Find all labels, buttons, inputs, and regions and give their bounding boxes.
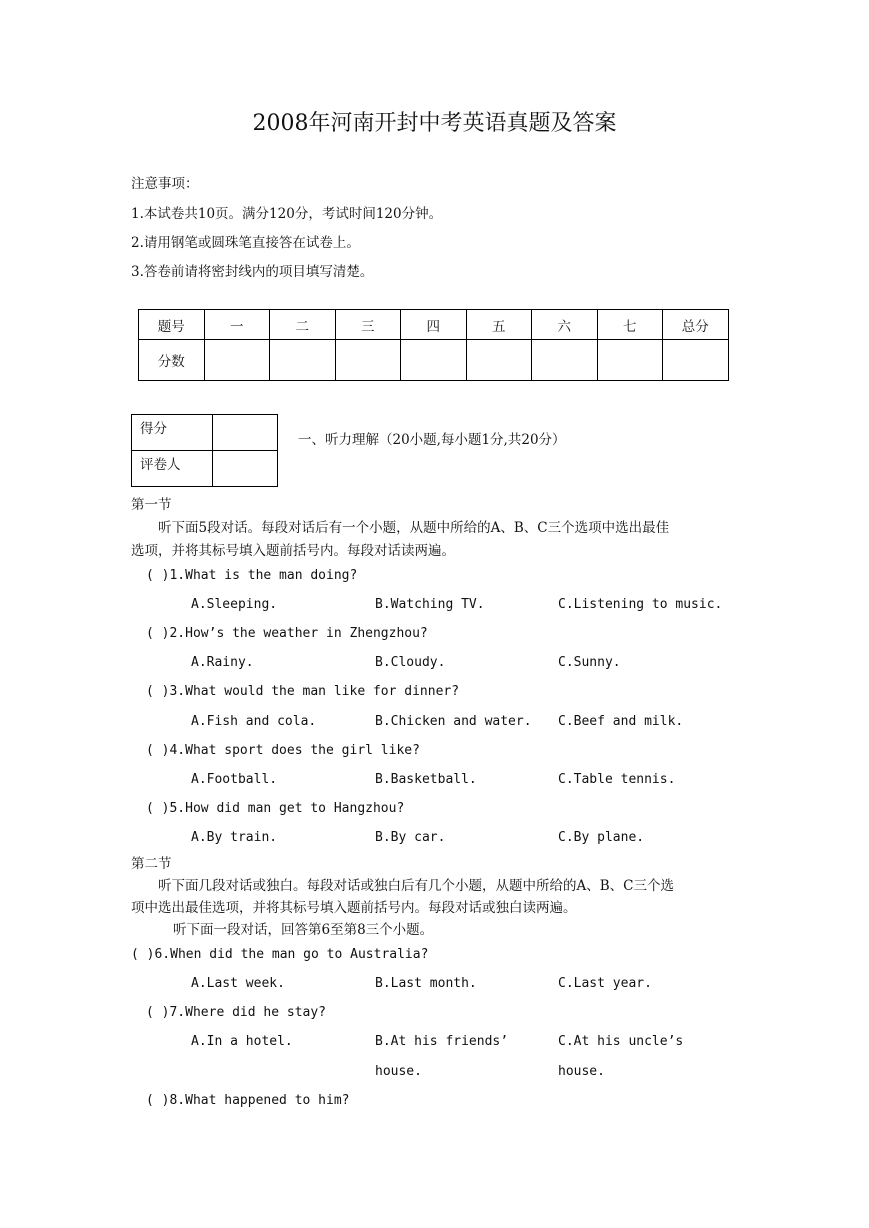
score-header-cell: 三 [335, 310, 401, 340]
score-header-cell: 六 [532, 310, 598, 340]
part1-heading: 第一节 [131, 497, 172, 513]
option-b: B.By car. [375, 830, 446, 845]
notice-heading: 注意事项： [131, 176, 199, 192]
part2-instruction: 听下面几段对话或独白。每段对话或独白后有几个小题，从题中所给的A、B、C三个选 [158, 878, 674, 894]
option-a: A.Sleeping. [191, 597, 278, 612]
question-7: ( )7.Where did he stay? [146, 1005, 327, 1020]
score-label: 得分 [132, 415, 213, 451]
option-a: A.In a hotel. [191, 1034, 293, 1049]
option-c: C.By plane. [558, 830, 645, 845]
score-header-cell: 二 [270, 310, 336, 340]
question-8: ( )8.What happened to him? [146, 1093, 350, 1108]
part1-instruction: 听下面5段对话。每段对话后有一个小题，从题中所给的A、B、C三个选项中选出最佳 [158, 520, 670, 536]
option-b-continued: house. [375, 1064, 422, 1079]
grader-entry-box[interactable] [213, 451, 278, 487]
score-row-label: 分数 [139, 340, 205, 381]
part1-instruction: 选项，并将其标号填入题前括号内。每段对话读两遍。 [131, 543, 455, 559]
score-entry-cell[interactable] [663, 340, 729, 381]
option-a: A.Rainy. [191, 655, 254, 670]
question-6: ( )6.When did the man go to Australia? [131, 947, 429, 962]
notice-item-2: 2.请用钢笔或圆珠笔直接答在试卷上。 [131, 235, 360, 251]
option-c: C.Listening to music. [558, 597, 723, 612]
score-header-cell: 总分 [663, 310, 729, 340]
score-entry-cell[interactable] [204, 340, 270, 381]
question-1: ( )1.What is the man doing? [146, 568, 358, 583]
score-entry-cell[interactable] [401, 340, 467, 381]
score-table [138, 309, 729, 381]
score-entry-cell[interactable] [270, 340, 336, 381]
option-b: B.Chicken and water. [375, 714, 532, 729]
option-b: B.Watching TV. [375, 597, 485, 612]
part2-instruction: 项中选出最佳选项，并将其标号填入题前括号内。每段对话或独白读两遍。 [131, 900, 577, 916]
part2-sub-instruction: 听下面一段对话，回答第6至第8三个小题。 [173, 922, 434, 938]
option-a: A.Football. [191, 772, 278, 787]
option-b: B.Cloudy. [375, 655, 446, 670]
score-entry-box[interactable] [213, 415, 278, 451]
notice-item-3: 3.答卷前请将密封线内的项目填写清楚。 [131, 264, 374, 280]
question-4: ( )4.What sport does the girl like? [146, 743, 420, 758]
option-c: C.Sunny. [558, 655, 621, 670]
question-2: ( )2.How’s the weather in Zhengzhou? [146, 626, 428, 641]
score-header-cell: 五 [466, 310, 532, 340]
option-b: B.Basketball. [375, 772, 477, 787]
score-header-cell: 题号 [139, 310, 205, 340]
option-a: A.Last week. [191, 976, 285, 991]
score-header-cell: 四 [401, 310, 467, 340]
score-header-cell: 七 [597, 310, 663, 340]
option-c: C.Table tennis. [558, 772, 676, 787]
option-c: C.Last year. [558, 976, 652, 991]
grader-label: 评卷人 [132, 451, 213, 487]
option-c-continued: house. [558, 1064, 605, 1079]
section-title: 一、听力理解（20小题,每小题1分,共20分） [298, 432, 566, 448]
option-b: B.At his friends’ [375, 1034, 509, 1049]
option-a: A.By train. [191, 830, 278, 845]
score-entry-cell[interactable] [466, 340, 532, 381]
notice-item-1: 1.本试卷共10页。满分120分，考试时间120分钟。 [131, 206, 443, 222]
score-entry-cell[interactable] [335, 340, 401, 381]
page-title: 2008年河南开封中考英语真题及答案 [252, 111, 617, 136]
question-3: ( )3.What would the man like for dinner? [146, 684, 460, 699]
score-header-cell: 一 [204, 310, 270, 340]
score-entry-cell[interactable] [532, 340, 598, 381]
score-entry-cell[interactable] [597, 340, 663, 381]
option-c: C.Beef and milk. [558, 714, 684, 729]
option-c: C.At his uncle’s [558, 1034, 684, 1049]
option-b: B.Last month. [375, 976, 477, 991]
part2-heading: 第二节 [131, 856, 172, 872]
grader-box [131, 414, 278, 487]
question-5: ( )5.How did man get to Hangzhou? [146, 801, 405, 816]
option-a: A.Fish and cola. [191, 714, 317, 729]
